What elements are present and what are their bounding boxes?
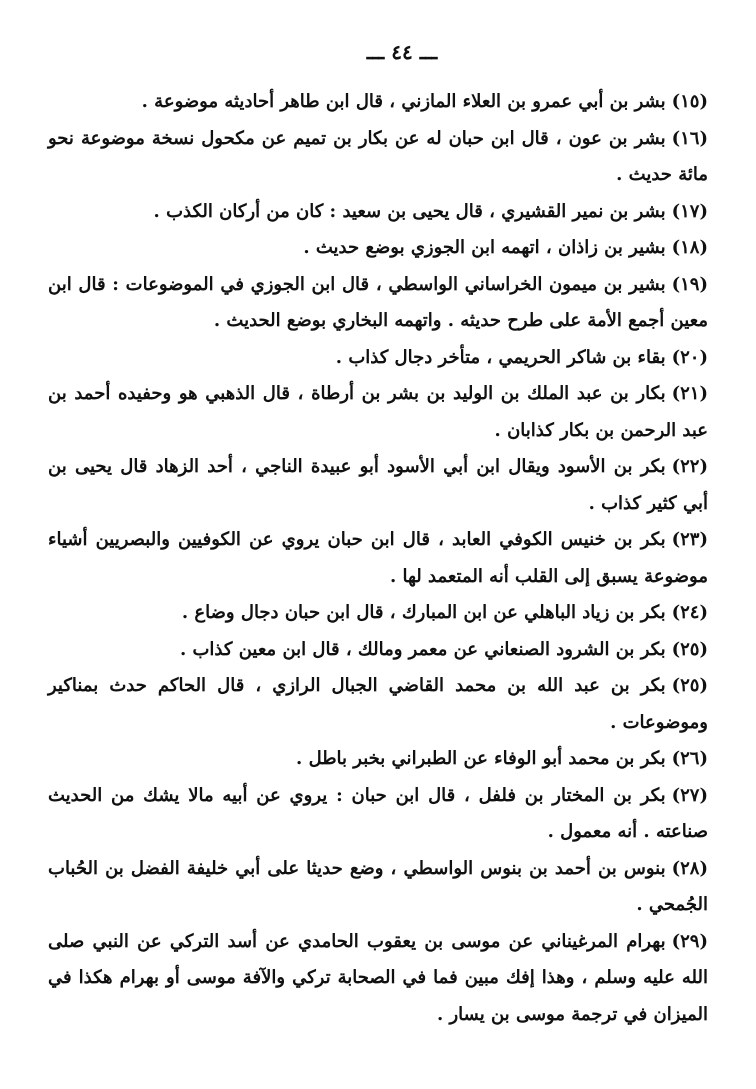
list-item	[48, 851, 708, 924]
entry-number: (٢٨)	[671, 857, 708, 879]
entry-text: بكر بن الشرود الصنعاني عن معمر ومالك ، قال ابن معين كذاب .	[179, 638, 666, 660]
list-item	[48, 595, 708, 632]
entry-text: بهرام المرغيناني عن موسى بن يعقوب الحامدي عن أسد التركي عن النبي صلى الله عليه وسلم ، وهذا إفك مبين فما في الصحابة تركي والآفة موسى أو بهرام هكذا في الميزان في ترجمة موسى بن يسار .	[48, 930, 708, 1025]
entry-text: بنوس بن أحمد بن بنوس الواسطي ، وضع حديثا على أبي خليفة الفضل بن الحُباب الجُمحي .	[48, 857, 708, 915]
list-item	[48, 230, 708, 267]
list-item	[48, 924, 708, 1034]
list-item	[48, 121, 708, 194]
list-item	[48, 449, 708, 522]
entry-number: (٢٦)	[671, 748, 708, 769]
entry-number: (١٨)	[671, 237, 708, 258]
entry-number: (١٦)	[671, 127, 708, 149]
entry-text: بشير بن زاذان ، اتهمه ابن الجوزي بوضع حديث .	[303, 237, 666, 258]
entry-number: (١٩)	[671, 273, 708, 295]
entry-text: بكر بن المختار بن فلفل ، قال ابن حبان : يروي عن أبيه مالا يشك من الحديث صناعته . أنه معمول .	[48, 784, 708, 842]
entry-text: بكر بن الأسود ويقال ابن أبي الأسود أبو عبيدة الناجي ، أحد الزهاد قال يحيى بن أبي كثير كذاب .	[48, 456, 708, 514]
list-item	[48, 84, 708, 121]
page-number: ـــ ٤٤ ـــ	[366, 40, 438, 64]
entry-text: بكر بن عبد الله بن محمد القاضي الجبال الرازي ، قال الحاكم حدث بمناكير وموضوعات .	[48, 675, 708, 733]
entry-text: بكار بن عبد الملك بن الوليد بن بشر بن أرطاة ، قال الذهبي هو وحفيده أحمد بن عبد الرحمن بن بكار كذابان .	[48, 383, 708, 441]
entry-number: (٢٢)	[671, 456, 708, 477]
list-item	[48, 668, 708, 741]
entry-number: (٢٥)	[671, 638, 708, 660]
list-item	[48, 778, 708, 851]
entry-number: (٢٩)	[671, 930, 708, 952]
entry-number: (١٥)	[671, 91, 708, 112]
list-item	[48, 194, 708, 231]
entry-text: بشر بن عون ، قال ابن حبان له عن بكار بن تميم عن مكحول نسخة موضوعة نحو مائة حديث .	[48, 127, 708, 185]
entry-text: بكر بن محمد أبو الوفاء عن الطبراني بخبر باطل .	[296, 748, 666, 769]
entry-text: بشر بن نمير القشيري ، قال يحيى بن سعيد : كان من أركان الكذب .	[153, 200, 666, 222]
list-item	[48, 340, 708, 377]
list-item	[48, 376, 708, 449]
entry-number: (٢٠)	[671, 346, 708, 368]
entry-number: (٢١)	[671, 383, 708, 404]
entry-text: بشر بن أبي عمرو بن العلاء المازني ، قال ابن طاهر أحاديثه موضوعة .	[141, 91, 666, 112]
entry-text: بقاء بن شاكر الحريمي ، متأخر دجال كذاب .	[335, 346, 666, 368]
entry-number: (٢٤)	[671, 602, 708, 623]
entry-text: بشير بن ميمون الخراساني الواسطي ، قال ابن الجوزي في الموضوعات : قال ابن معين أجمع الأمة على طرح حديثه . واتهمه البخاري بوضع الحديث .	[48, 273, 708, 331]
list-item	[48, 522, 708, 595]
list-item	[48, 741, 708, 778]
entry-number: (٢٧)	[671, 784, 708, 806]
entries-list	[48, 84, 708, 1033]
entry-number: (٢٥)	[671, 675, 708, 696]
entry-number: (١٧)	[671, 200, 708, 222]
entry-text: بكر بن زياد الباهلي عن ابن المبارك ، قال ابن حبان دجال وضاع .	[181, 602, 666, 623]
entry-number: (٢٣)	[671, 529, 708, 550]
list-item	[48, 267, 708, 340]
entry-text: بكر بن خنيس الكوفي العابد ، قال ابن حبان يروي عن الكوفيين والبصريين أشياء موضوعة يسبق إلى القلب أنه المتعمد لها .	[48, 529, 708, 587]
list-item	[48, 632, 708, 669]
